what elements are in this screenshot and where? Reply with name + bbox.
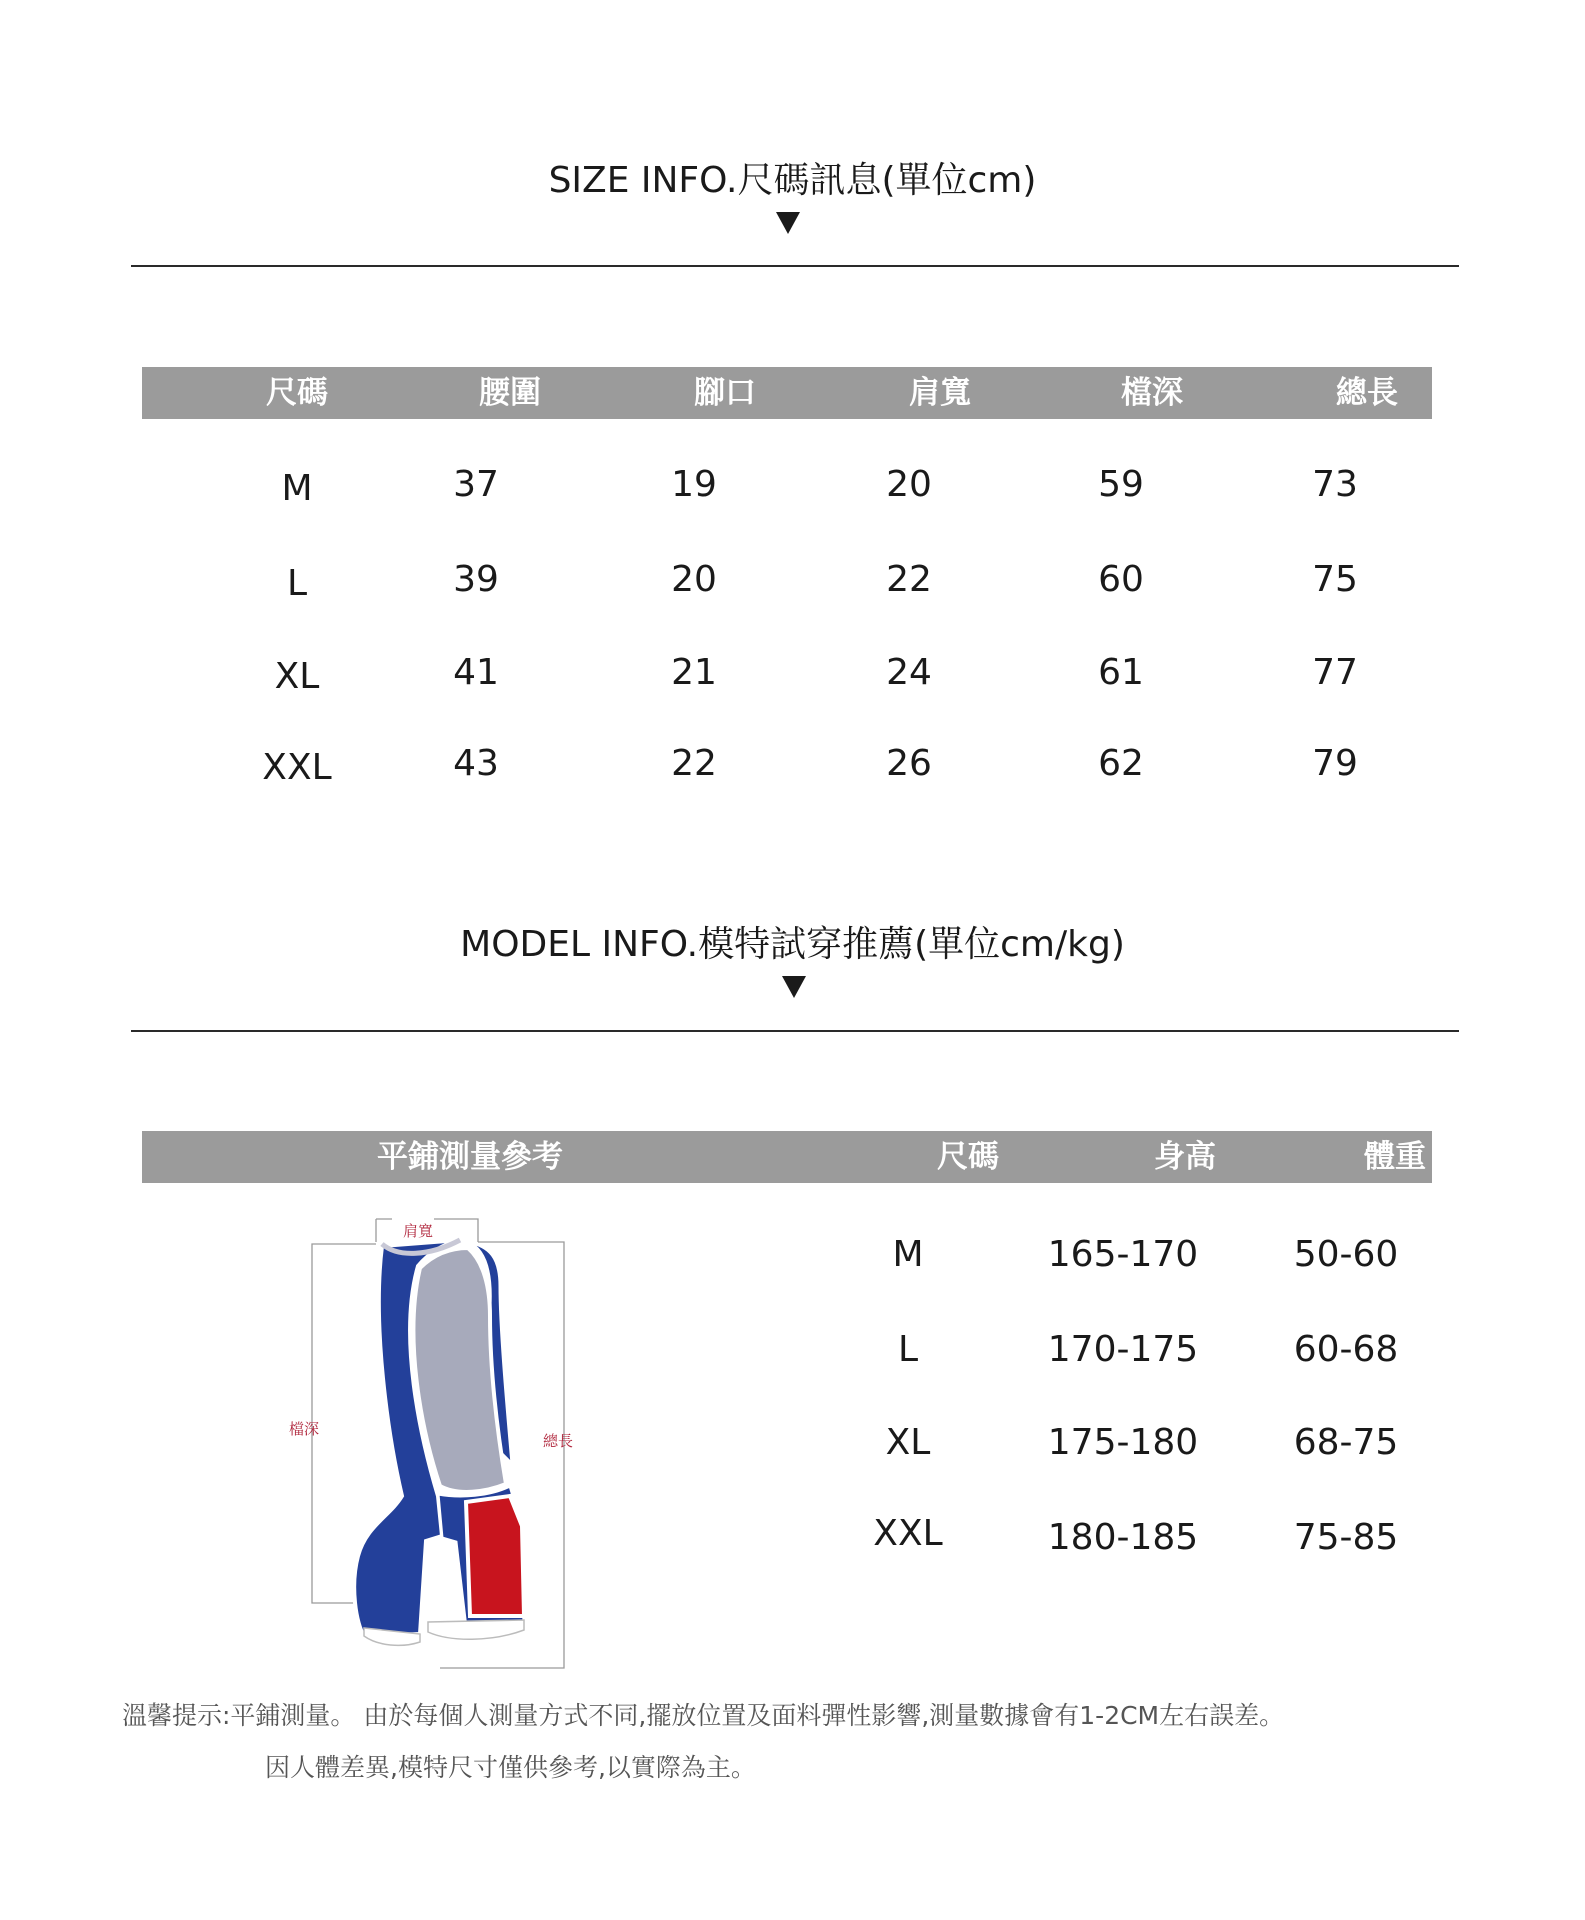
table-cell: L xyxy=(897,1329,919,1370)
table-cell: 75 xyxy=(1312,559,1358,600)
table-cell: 21 xyxy=(671,652,717,693)
table-cell: M xyxy=(281,468,313,509)
table-cell: 50-60 xyxy=(1293,1234,1399,1275)
diagram-header: 平鋪測量參考 xyxy=(377,1139,563,1175)
model-col-weight: 體重 xyxy=(1364,1139,1426,1175)
note-line-1: 溫馨提示:平鋪測量。 由於每個人測量方式不同,擺放位置及面料彈性影響,測量數據會有1-2CM左右誤差。 xyxy=(122,1701,1285,1730)
table-cell: 20 xyxy=(671,559,717,600)
table-cell: 73 xyxy=(1312,464,1358,505)
table-cell: 22 xyxy=(671,743,717,784)
table-cell: M xyxy=(892,1234,924,1275)
table-cell: XL xyxy=(274,656,320,697)
table-cell: XXL xyxy=(873,1513,943,1554)
table-cell: L xyxy=(286,563,308,604)
table-cell: 26 xyxy=(886,743,932,784)
note-line-2: 因人體差異,模特尺寸僅供參考,以實際為主。 xyxy=(265,1753,756,1782)
table-cell: 22 xyxy=(886,559,932,600)
size-col-shoulder: 肩寬 xyxy=(909,375,971,411)
table-cell: 39 xyxy=(453,559,499,600)
table-cell: 79 xyxy=(1312,743,1358,784)
table-cell: 60 xyxy=(1098,559,1144,600)
table-cell: 19 xyxy=(671,464,717,505)
table-cell: XXL xyxy=(262,747,332,788)
size-col-size: 尺碼 xyxy=(266,375,328,411)
model-col-size: 尺碼 xyxy=(937,1139,999,1175)
model-col-height: 身高 xyxy=(1154,1139,1216,1175)
diagram-label-length: 總長 xyxy=(543,1432,574,1450)
size-col-hem: 腳口 xyxy=(694,375,756,411)
table-cell: 59 xyxy=(1098,464,1144,505)
table-cell: 180-185 xyxy=(1047,1517,1199,1558)
size-info-title: SIZE INFO.尺碼訊息(單位cm) xyxy=(548,160,1037,201)
table-cell: 41 xyxy=(453,652,499,693)
table-cell: 37 xyxy=(453,464,499,505)
diagram-label-shoulder: 肩寬 xyxy=(403,1222,434,1240)
table-cell: 61 xyxy=(1098,652,1144,693)
size-col-crotch: 檔深 xyxy=(1121,375,1183,411)
table-cell: 165-170 xyxy=(1047,1234,1199,1275)
table-cell: 68-75 xyxy=(1293,1422,1399,1463)
table-cell: XL xyxy=(885,1422,931,1463)
size-col-length: 總長 xyxy=(1336,375,1398,411)
table-cell: 24 xyxy=(886,652,932,693)
table-cell: 77 xyxy=(1312,652,1358,693)
model-info-title: MODEL INFO.模特試穿推薦(單位cm/kg) xyxy=(460,924,1125,965)
table-cell: 75-85 xyxy=(1293,1517,1399,1558)
table-cell: 175-180 xyxy=(1047,1422,1199,1463)
table-cell: 43 xyxy=(453,743,499,784)
table-cell: 20 xyxy=(886,464,932,505)
size-col-waist: 腰圍 xyxy=(479,375,541,411)
table-cell: 60-68 xyxy=(1293,1329,1399,1370)
table-cell: 170-175 xyxy=(1047,1329,1199,1370)
table-cell: 62 xyxy=(1098,743,1144,784)
diagram-label-crotch: 檔深 xyxy=(289,1420,320,1438)
